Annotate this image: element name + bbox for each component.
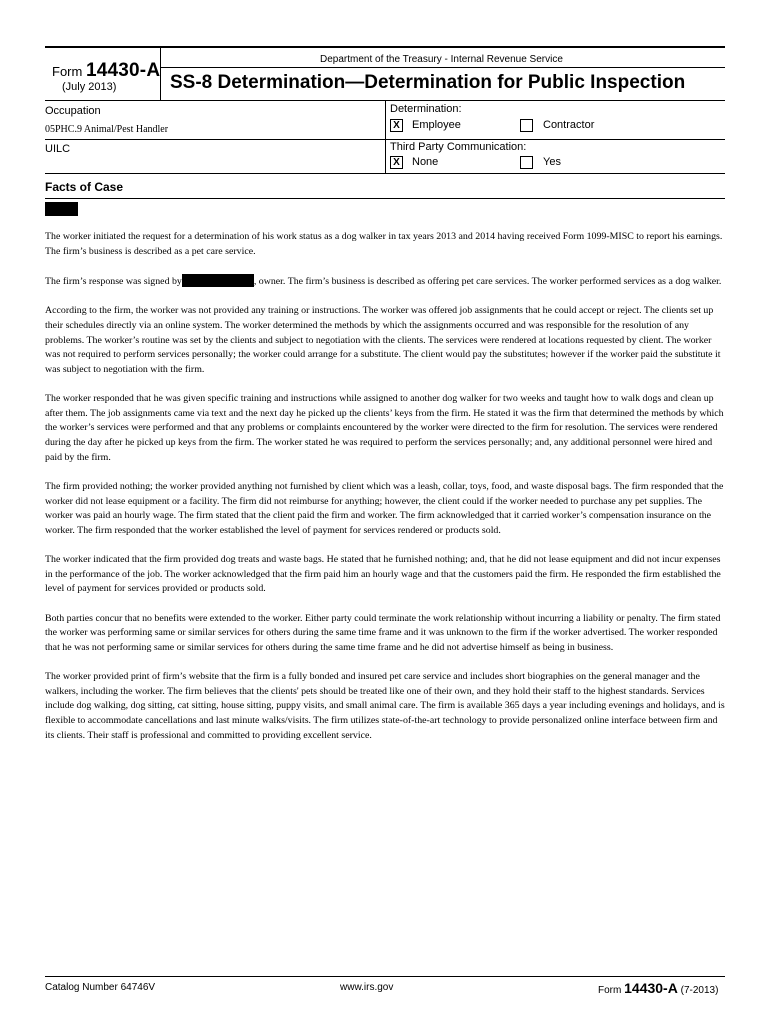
- header-top-rule: [45, 46, 725, 48]
- facts-paragraph: The worker initiated the request for a determination of his work status as a dog walker in tax years 2013 and 2014 having received Form 1099-MISC to report his earnings. The firm’s business is described as a pet care service.: [45, 231, 723, 257]
- contractor-label: Contractor: [543, 119, 595, 131]
- footer-form-rev: (7-2013): [680, 985, 719, 996]
- facts-paragraph: The worker provided print of firm’s website that the firm is a fully bonded and insured pet care service and includes short biographies on the general manager and the walkers, including the worker. The firm believes that the clients' pets should be treated like one of their own, and they hold their staff to the highest standards. Services include dog walking, dog sitting, cat sitting, house sitting, puppy visits, and small animal care. The firm is available 365 days a year including evenings and holidays, and is flexible to accommodate cancellations and last minute walks/visits. The firm utilizes state-of-the-art technology to provide personalized online interface between firm and its clients. Their staff is professional and committed to providing excellent service.: [45, 671, 725, 741]
- yes-checkbox[interactable]: [520, 156, 533, 169]
- footer-form-id: [598, 980, 718, 996]
- form-title: SS-8 Determination—Determination for Public Inspection: [170, 72, 686, 93]
- facts-paragraph: The worker responded that he was given specific training and instructions while assigned to another dog walker for two weeks and taught how to walk dogs and clean up after them. The job assignments came via text and the next day he picked up the clients’ keys from the firm. He stated it was the firm that determined the methods by which the worker’s services were performed and that any problems or complaints encountered by the worker were directed to the firm for resolution. The services were rendered during the day after he picked up keys from the firm. The worker stated he was required to perform the services personally; and, any additional personnel were hired and paid by the firm.: [45, 393, 724, 463]
- yes-label: Yes: [543, 156, 561, 168]
- redaction-box: [45, 202, 78, 216]
- facts-paragraph: The firm provided nothing; the worker provided anything not furnished by client which was a leash, collar, toys, food, and waste disposal bags. The firm responded that the worker did not lease equipment or a facility. The firm did not reimburse for anything; however, the client could if the worker needed to purchase any pet supplies. The worker was paid an hourly wage. The firm stated that the client paid the firm and worker. The firm acknowledged that it carried worker’s compensation insurance on the worker. The firm responded that the worker established the level of payment for services rendered or products sold.: [45, 480, 724, 536]
- facts-text: The firm’s response was signed by: [45, 275, 182, 287]
- form-number-label: [52, 60, 160, 82]
- none-label: None: [412, 156, 439, 168]
- footer-form-prefix: Form: [598, 985, 622, 996]
- department-name: Department of the Treasury - Internal Revenue Service: [320, 54, 563, 65]
- catalog-number: Catalog Number 64746V: [45, 982, 156, 993]
- form-date: (July 2013): [62, 81, 117, 93]
- redaction-box: [182, 274, 254, 287]
- third-party-label: Third Party Communication:: [390, 141, 527, 153]
- uilc-label: UILC: [45, 143, 71, 155]
- employee-checkbox[interactable]: X: [390, 119, 403, 132]
- none-checkbox[interactable]: X: [390, 156, 403, 169]
- contractor-checkbox[interactable]: [520, 119, 533, 132]
- header-title-rule: [160, 67, 725, 68]
- facts-title: Facts of Case: [45, 180, 124, 194]
- footer-form-number: 14430-A: [624, 980, 678, 996]
- website: www.irs.gov: [340, 982, 394, 993]
- facts-paragraph: [45, 274, 725, 290]
- occupation-rule: [45, 139, 385, 140]
- facts-body: [45, 230, 725, 758]
- facts-text: , owner. The firm’s business is described as offering pet care services. The worker performed services as a dog walker.: [253, 275, 722, 287]
- determination-label: Determination:: [390, 103, 462, 115]
- form-prefix: Form: [52, 64, 83, 79]
- occupation-label: Occupation: [45, 105, 101, 117]
- footer-rule: [45, 976, 725, 977]
- facts-paragraph: The worker indicated that the firm provided dog treats and waste bags. He stated that he furnished nothing; and, that he did not lease equipment and did not incur expenses in the performance of the job. The worker acknowledged that the firm paid him an hourly wage and that the customers paid the firm. He responded the firm established the level of payment for services provided or products sold.: [45, 554, 721, 595]
- facts-rule: [45, 198, 725, 199]
- occupation-value: 05PHC.9 Animal/Pest Handler: [45, 124, 169, 135]
- form-number: 14430-A: [85, 60, 161, 81]
- employee-label: Employee: [412, 119, 461, 131]
- facts-paragraph: According to the firm, the worker was not provided any training or instructions. The worker was offered job assignments that he could accept or reject. The clients set up their schedules directly via an online system. The worker determined the methods by which the assignments occurred and was responsible for the resolution of any problems. The worker’s routine was set by the clients and subject to negotiation with the clients. The services were rendered at locations requested by client. The worker was not required to perform services personally; the worker could arrange for a substitute. The client would pay the substitutes; however if the worker paid the substitute it was subject to negotiation with the firm.: [45, 305, 721, 375]
- field-divider: [385, 100, 386, 173]
- fields-bottom-rule: [45, 173, 725, 174]
- determination-rule: [385, 139, 725, 140]
- facts-paragraph: Both parties concur that no benefits were extended to the worker. Either party could terminate the work relationship without incurring a liability or penalty. The firm stated the worker was performing same or similar services for others during the same time frame and it was unknown to the firm if the worker advertised. The worker responded that he was not performing same or similar services for others during the same time frame and he did not advertise himself as being in business.: [45, 612, 721, 653]
